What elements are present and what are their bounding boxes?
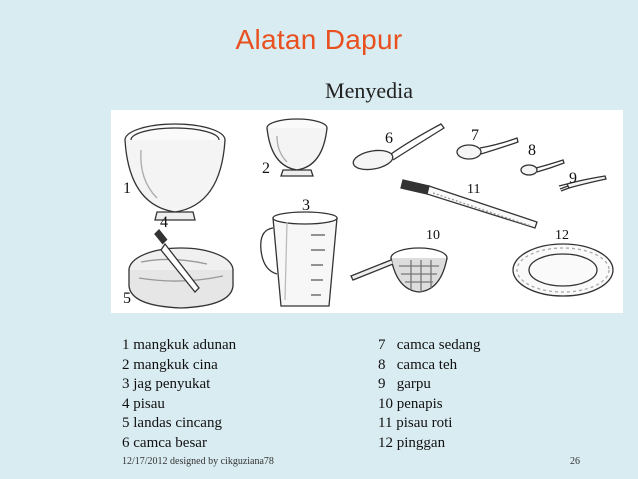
slide-subtitle: Menyedia xyxy=(325,78,413,103)
image-label-1: 1 xyxy=(123,180,131,197)
plate-icon xyxy=(513,244,613,296)
legend-item: 1 mangkuk adunan xyxy=(122,337,237,353)
image-label-6: 6 xyxy=(385,130,393,147)
image-label-12: 12 xyxy=(555,228,569,243)
fork-icon xyxy=(559,176,606,191)
legend-left xyxy=(122,336,236,454)
image-label-3: 3 xyxy=(302,197,310,214)
legend-item: 2 mangkuk cina xyxy=(122,356,218,373)
legend-item: 5 landas cincang xyxy=(122,415,222,432)
footer-date-author: 12/17/2012 designed by cikguziana78 xyxy=(122,456,274,467)
mixing-bowl-icon xyxy=(125,124,225,220)
teaspoon-icon xyxy=(521,160,564,175)
page-number: 26 xyxy=(570,456,580,467)
china-bowl-icon xyxy=(267,119,327,176)
legend-item: 6 camca besar xyxy=(122,434,207,451)
slide-title: Alatan Dapur xyxy=(235,24,403,55)
utensils-illustration xyxy=(111,110,623,313)
legend-item: 4 pisau xyxy=(122,395,165,412)
legend-item: 8 camca teh xyxy=(378,356,458,373)
strainer-icon xyxy=(351,248,447,292)
legend-item: 3 jag penyukat xyxy=(122,376,211,393)
image-label-9: 9 xyxy=(569,170,577,187)
tablespoon-icon xyxy=(352,124,444,172)
image-label-2: 2 xyxy=(262,160,270,177)
legend-item: 11 pisau roti xyxy=(378,415,453,432)
chopping-board-icon xyxy=(129,248,233,308)
image-label-8: 8 xyxy=(528,142,536,159)
image-label-5: 5 xyxy=(123,290,131,307)
measuring-jug-icon xyxy=(261,212,337,306)
utensils-image-panel xyxy=(111,110,623,313)
dessert-spoon-icon xyxy=(457,138,518,159)
legend-item: 12 pinggan xyxy=(378,434,446,451)
image-label-4: 4 xyxy=(160,214,168,231)
legend-item: 7 camca sedang xyxy=(378,337,481,353)
image-label-7: 7 xyxy=(471,127,479,144)
legend-item: 10 penapis xyxy=(378,395,443,412)
image-label-11: 11 xyxy=(467,182,481,197)
image-label-10: 10 xyxy=(426,228,440,243)
legend-item: 9 garpu xyxy=(378,376,431,393)
legend-right xyxy=(378,336,480,454)
